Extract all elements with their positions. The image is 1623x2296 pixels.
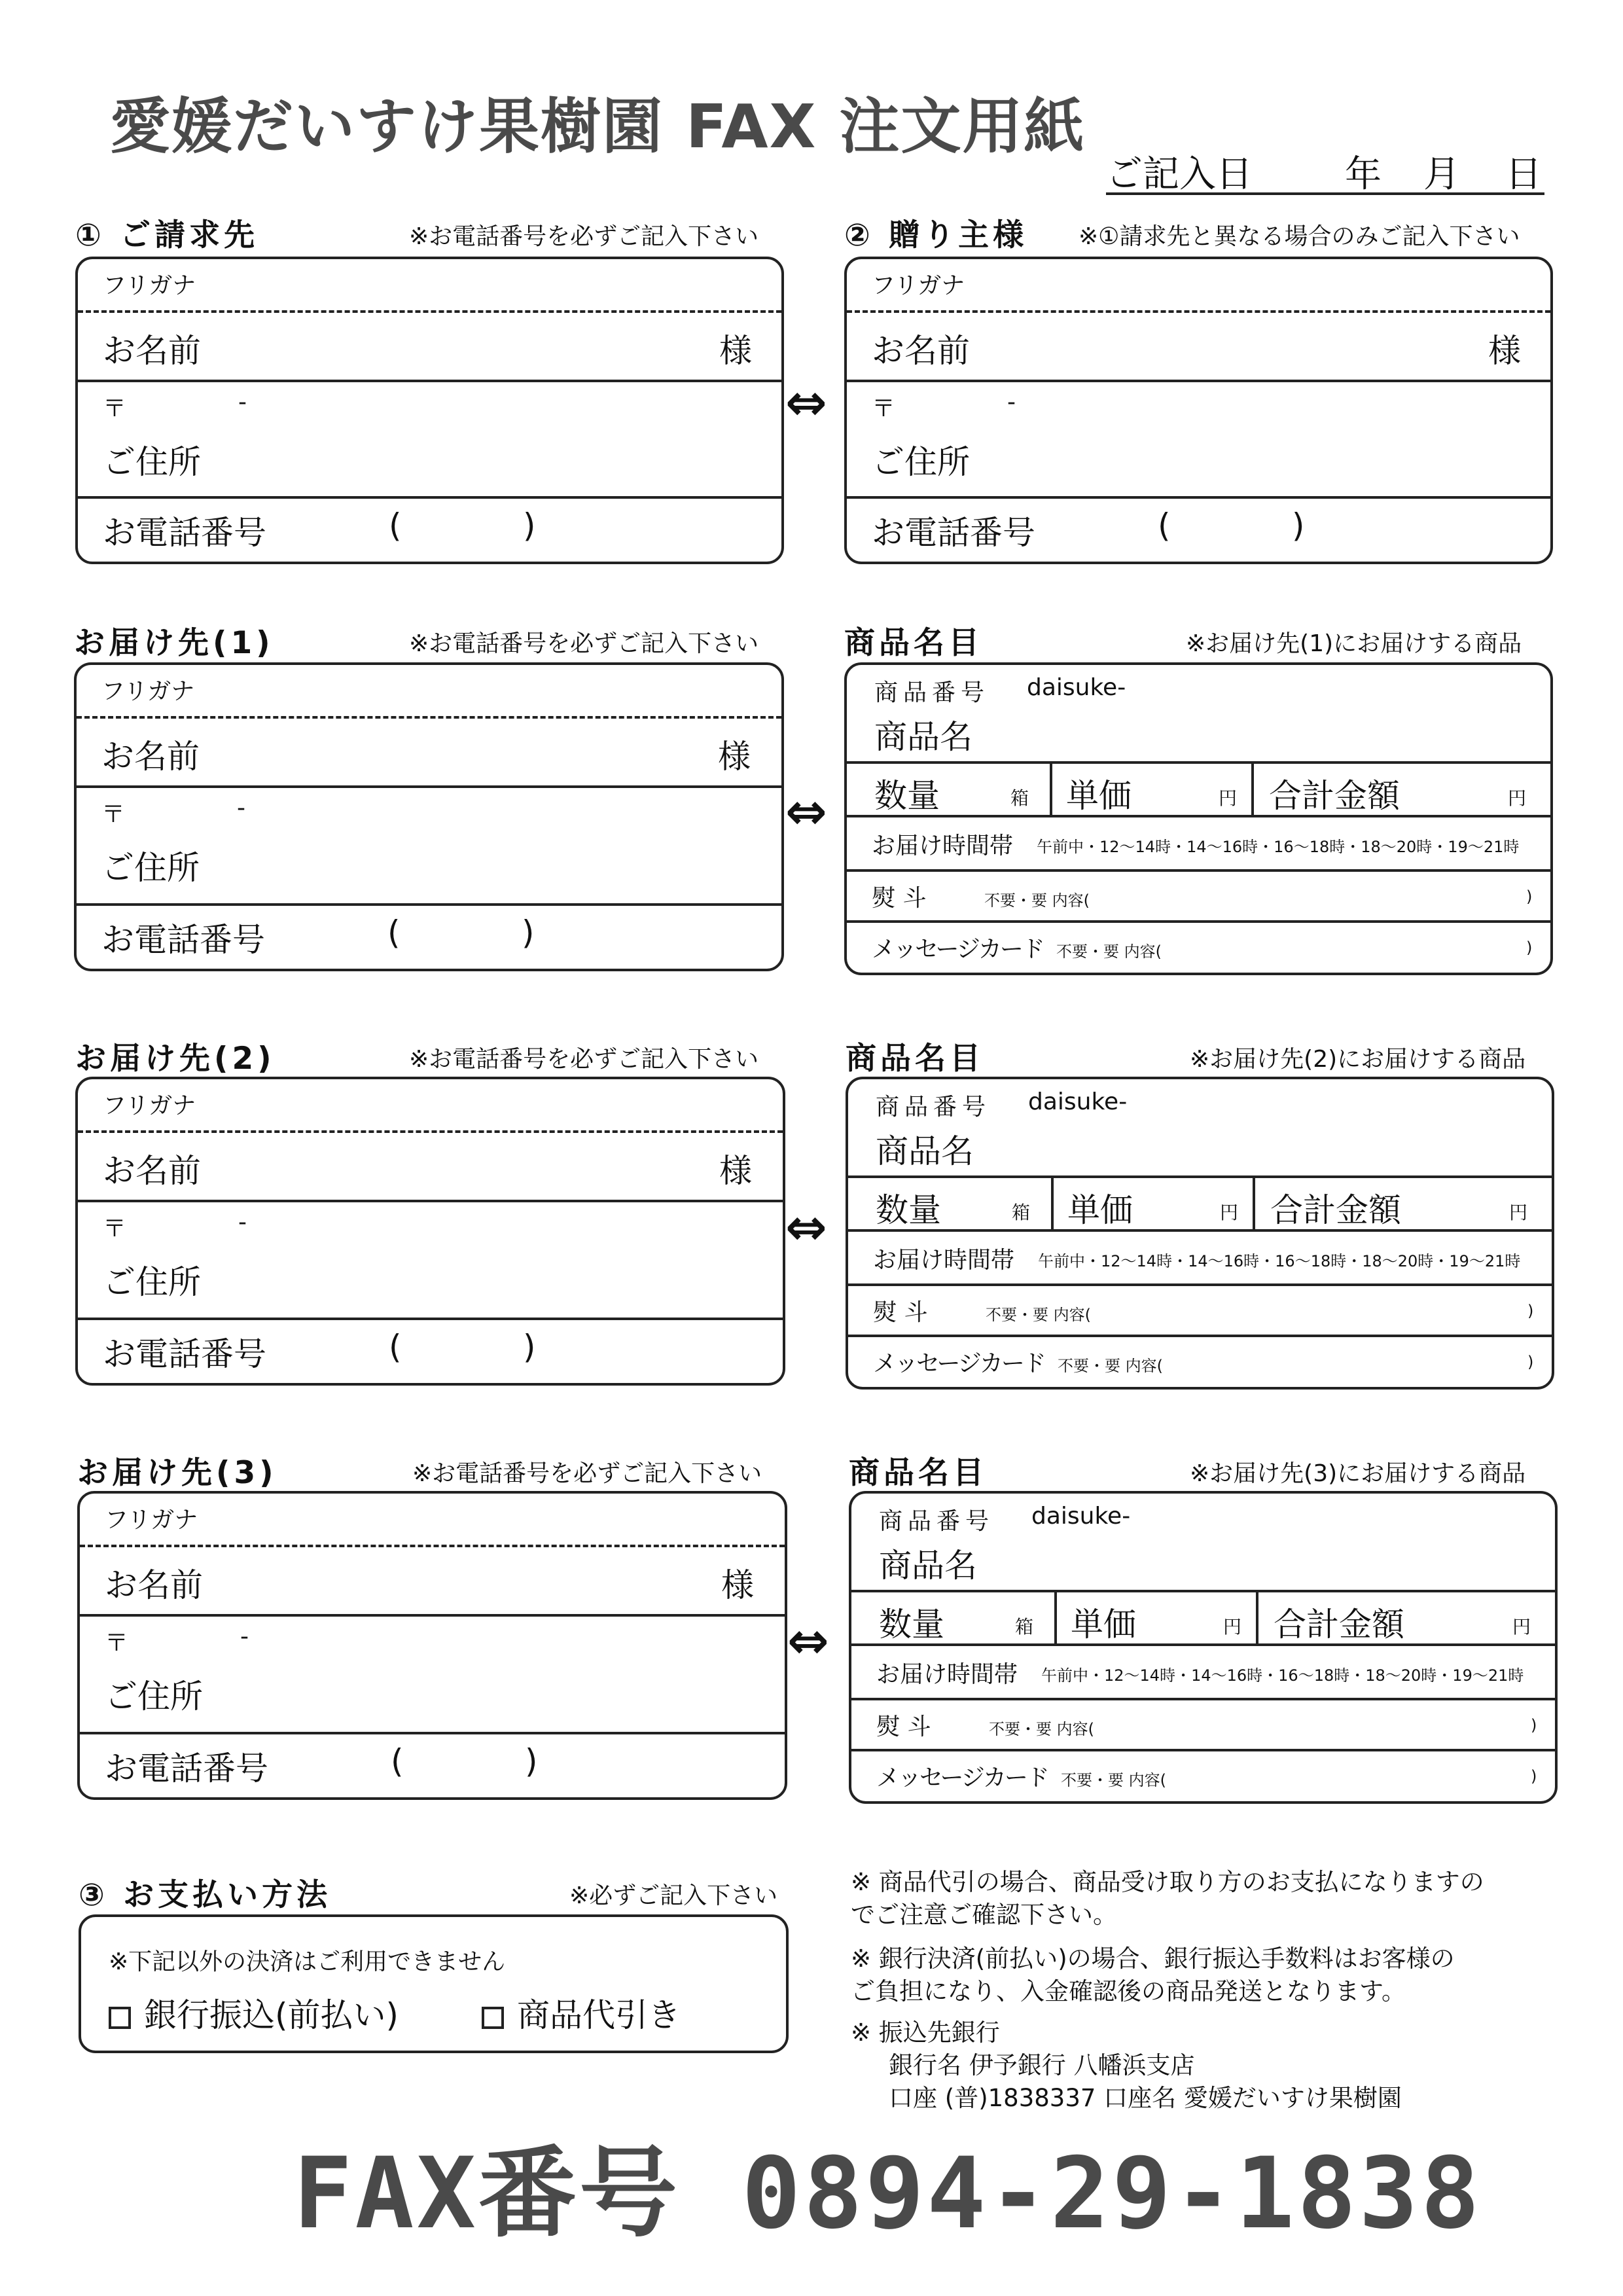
note-account: 口座 (普)1838337 口座名 愛媛だいすけ果樹園 xyxy=(889,2084,1402,2112)
delivery-3-sama: 様 xyxy=(721,1566,754,1604)
product-3-form xyxy=(849,1491,1558,1804)
link-arrow-icon: ⇔ xyxy=(785,1198,827,1256)
delivery-1-postal-mark: 〒 xyxy=(101,801,126,828)
delivery-2-name-field[interactable]: お名前 xyxy=(103,1152,201,1190)
delivery-2-phone-paren-open: ( xyxy=(389,1328,402,1366)
sender-phone-field[interactable]: お電話番号 xyxy=(872,514,1035,552)
sender-phone-paren-open: ( xyxy=(1158,507,1171,545)
product-3-price-field[interactable]: 単価 xyxy=(1071,1605,1136,1643)
note-bank-name: 銀行名 伊予銀行 八幡浜支店 xyxy=(889,2051,1195,2079)
billing-furigana-field[interactable]: フリガナ xyxy=(103,272,196,299)
delivery-2-form xyxy=(75,1077,785,1386)
billing-phone-paren-close: ) xyxy=(523,507,536,545)
delivery-3-phone-paren-open: ( xyxy=(391,1742,404,1780)
note-cod-line2: でご注意ご確認下さい。 xyxy=(851,1901,1117,1929)
product-3-price-unit: 円 xyxy=(1223,1616,1242,1638)
product-1-time-options[interactable]: 午前中・12〜14時・14〜16時・16〜18時・18〜20時・19〜21時 xyxy=(1037,838,1520,856)
delivery-1-heading: お届け先(1) xyxy=(74,625,274,661)
delivery-1-phone-paren-close: ) xyxy=(522,914,535,952)
product-1-noshi-close: ) xyxy=(1526,888,1533,906)
delivery-3-form xyxy=(77,1491,787,1800)
payment-option-cod[interactable] xyxy=(482,1989,681,2036)
checkbox-bank[interactable] xyxy=(109,2007,131,2029)
link-arrow-icon: ⇔ xyxy=(785,373,827,431)
product-2-noshi-options[interactable]: 不要・要 内容( xyxy=(986,1306,1091,1324)
sender-address-field[interactable]: ご住所 xyxy=(872,443,970,481)
billing-name-field[interactable]: お名前 xyxy=(103,332,201,370)
entry-date-year: 年 xyxy=(1345,153,1382,196)
product-3-qty-field[interactable]: 数量 xyxy=(879,1605,944,1643)
product-2-note: ※お届け先(2)にお届けする商品 xyxy=(1190,1046,1526,1073)
link-arrow-icon: ⇔ xyxy=(785,782,827,840)
payment-option-bank-label: 銀行振込(前払い) xyxy=(144,1996,399,2034)
product-1-card-close: ) xyxy=(1526,939,1533,957)
delivery-3-heading: お届け先(3) xyxy=(77,1455,277,1491)
note-cod-line1: ※ 商品代引の場合、商品受け取り方のお支払になりますの xyxy=(851,1868,1484,1896)
product-1-price-field[interactable]: 単価 xyxy=(1066,777,1132,815)
product-3-card-options[interactable]: 不要・要 内容( xyxy=(1061,1771,1166,1789)
delivery-1-address-field[interactable]: ご住所 xyxy=(101,849,200,887)
payment-option-cod-label: 商品代引き xyxy=(517,1996,681,2034)
delivery-1-phone-paren-open: ( xyxy=(387,914,401,952)
product-2-card-label: メッセージカード xyxy=(873,1350,1044,1377)
page-title: 愛媛だいすけ果樹園 FAX 注文用紙 xyxy=(110,92,1086,162)
sender-phone-paren-close: ) xyxy=(1292,507,1305,545)
billing-heading: ① ご請求先 xyxy=(75,217,259,253)
delivery-3-address-field[interactable]: ご住所 xyxy=(105,1677,203,1715)
product-2-noshi-close: ) xyxy=(1527,1302,1534,1320)
delivery-2-heading: お届け先(2) xyxy=(75,1041,276,1077)
entry-date-day: 日 xyxy=(1505,153,1542,196)
product-1-form xyxy=(844,662,1553,975)
product-2-heading: 商品名目 xyxy=(846,1041,984,1077)
product-3-note: ※お届け先(3)にお届けする商品 xyxy=(1190,1460,1526,1487)
product-2-card-close: ) xyxy=(1527,1353,1534,1371)
payment-note: ※必ずご記入下さい xyxy=(569,1882,778,1909)
entry-date-field[interactable] xyxy=(1106,145,1544,195)
product-1-total-unit: 円 xyxy=(1508,787,1527,809)
product-3-time-label: お届け時間帯 xyxy=(876,1661,1018,1688)
product-2-code-field[interactable]: daisuke- xyxy=(1028,1088,1128,1115)
billing-phone-paren-open: ( xyxy=(389,507,402,545)
product-3-noshi-options[interactable]: 不要・要 内容( xyxy=(989,1720,1094,1738)
product-1-note: ※お届け先(1)にお届けする商品 xyxy=(1186,630,1522,657)
billing-postal-mark: 〒 xyxy=(103,395,127,422)
note-account-heading: ※ 振込先銀行 xyxy=(851,2018,1000,2047)
note-bank-line1: ※ 銀行決済(前払い)の場合、銀行振込手数料はお客様の xyxy=(851,1945,1455,1973)
product-2-price-unit: 円 xyxy=(1220,1202,1239,1223)
product-2-qty-unit: 箱 xyxy=(1012,1202,1031,1223)
delivery-2-phone-paren-close: ) xyxy=(523,1328,536,1366)
product-2-name-field[interactable]: 商品名 xyxy=(876,1132,974,1170)
billing-sama: 様 xyxy=(719,332,752,370)
sender-heading: ② 贈り主様 xyxy=(844,217,1028,253)
product-3-card-label: メッセージカード xyxy=(876,1765,1048,1791)
delivery-3-note: ※お電話番号を必ずご記入下さい xyxy=(412,1460,762,1487)
delivery-2-address-field[interactable]: ご住所 xyxy=(103,1263,201,1301)
product-2-noshi-label: 熨 斗 xyxy=(873,1299,928,1326)
product-1-total-field[interactable]: 合計金額 xyxy=(1269,777,1400,815)
product-3-noshi-label: 熨 斗 xyxy=(876,1713,931,1740)
product-3-name-field[interactable]: 商品名 xyxy=(879,1547,977,1585)
product-1-qty-unit: 箱 xyxy=(1010,787,1029,809)
delivery-2-postal-dash: - xyxy=(238,1209,247,1236)
entry-date-label: ご記入日 xyxy=(1106,153,1253,196)
product-2-time-label: お届け時間帯 xyxy=(873,1247,1015,1274)
sender-postal-mark: 〒 xyxy=(872,395,896,422)
product-2-time-options[interactable]: 午前中・12〜14時・14〜16時・16〜18時・18〜20時・19〜21時 xyxy=(1038,1252,1521,1270)
delivery-1-name-field[interactable]: お名前 xyxy=(101,738,200,776)
delivery-3-postal-mark: 〒 xyxy=(105,1630,129,1657)
product-3-heading: 商品名目 xyxy=(849,1455,988,1491)
product-1-heading: 商品名目 xyxy=(844,625,983,661)
delivery-2-phone-field[interactable]: お電話番号 xyxy=(103,1335,266,1373)
product-2-total-field[interactable]: 合計金額 xyxy=(1270,1191,1401,1229)
delivery-3-furigana-field[interactable]: フリガナ xyxy=(105,1507,198,1534)
product-1-card-options[interactable]: 不要・要 内容( xyxy=(1056,942,1162,961)
sender-furigana-field[interactable]: フリガナ xyxy=(872,272,965,299)
delivery-1-note: ※お電話番号を必ずご記入下さい xyxy=(409,630,759,657)
product-3-code-field[interactable]: daisuke- xyxy=(1031,1503,1131,1530)
product-1-qty-field[interactable]: 数量 xyxy=(874,777,940,815)
product-3-qty-unit: 箱 xyxy=(1015,1616,1034,1638)
delivery-1-furigana-field[interactable]: フリガナ xyxy=(101,678,195,705)
product-2-qty-field[interactable]: 数量 xyxy=(876,1191,941,1229)
product-1-noshi-label: 熨 斗 xyxy=(872,885,927,912)
delivery-3-phone-field[interactable]: お電話番号 xyxy=(105,1749,268,1787)
delivery-1-form xyxy=(74,662,784,971)
delivery-2-sama: 様 xyxy=(719,1152,752,1190)
product-3-time-options[interactable]: 午前中・12〜14時・14〜16時・16〜18時・18〜20時・19〜21時 xyxy=(1041,1666,1524,1685)
sender-note: ※①請求先と異なる場合のみご記入下さい xyxy=(1079,223,1520,250)
payment-form xyxy=(79,1914,789,2053)
product-1-code-label: 商品番号 xyxy=(874,679,990,706)
delivery-1-sama: 様 xyxy=(718,738,751,776)
product-1-code-field[interactable]: daisuke- xyxy=(1027,674,1126,701)
product-1-card-label: メッセージカード xyxy=(872,936,1043,963)
product-3-noshi-close: ) xyxy=(1531,1716,1537,1734)
fax-number: FAX番号 0894-29-1838 xyxy=(293,2137,1482,2251)
product-2-card-options[interactable]: 不要・要 内容( xyxy=(1058,1357,1163,1375)
billing-postal-dash: - xyxy=(238,389,247,416)
delivery-3-phone-paren-close: ) xyxy=(525,1742,538,1780)
link-arrow-icon: ⇔ xyxy=(787,1611,829,1670)
product-2-price-field[interactable]: 単価 xyxy=(1067,1191,1133,1229)
sender-name-field[interactable]: お名前 xyxy=(872,332,970,370)
billing-form xyxy=(75,257,784,564)
payment-heading: ③ お支払い方法 xyxy=(79,1877,332,1913)
billing-address-field[interactable]: ご住所 xyxy=(103,443,201,481)
product-3-total-field[interactable]: 合計金額 xyxy=(1274,1605,1404,1643)
note-bank-line2: ご負担になり、入金確認後の商品発送となります。 xyxy=(851,1977,1406,2005)
delivery-3-name-field[interactable]: お名前 xyxy=(105,1566,203,1604)
entry-date-month: 月 xyxy=(1423,153,1460,196)
sender-form xyxy=(844,257,1553,564)
product-1-price-unit: 円 xyxy=(1219,787,1238,809)
billing-note: ※お電話番号を必ずご記入下さい xyxy=(409,223,759,250)
product-1-noshi-options[interactable]: 不要・要 内容( xyxy=(984,891,1090,910)
product-3-card-close: ) xyxy=(1531,1767,1537,1785)
delivery-1-phone-field[interactable]: お電話番号 xyxy=(101,921,265,959)
payment-option-bank[interactable] xyxy=(109,1989,399,2036)
delivery-3-postal-dash: - xyxy=(240,1623,249,1650)
product-2-total-unit: 円 xyxy=(1509,1202,1528,1223)
delivery-1-postal-dash: - xyxy=(237,795,245,821)
billing-phone-field[interactable]: お電話番号 xyxy=(103,514,266,552)
product-3-code-label: 商品番号 xyxy=(879,1508,995,1535)
sender-sama: 様 xyxy=(1488,332,1521,370)
delivery-2-furigana-field[interactable]: フリガナ xyxy=(103,1092,196,1119)
product-2-code-label: 商品番号 xyxy=(876,1094,991,1121)
payment-restriction: ※下記以外の決済はご利用できません xyxy=(109,1948,506,1975)
sender-postal-dash: - xyxy=(1007,389,1016,416)
product-3-total-unit: 円 xyxy=(1512,1616,1531,1638)
product-1-time-label: お届け時間帯 xyxy=(872,833,1014,859)
product-2-form xyxy=(846,1077,1554,1390)
product-1-name-field[interactable]: 商品名 xyxy=(874,718,972,756)
delivery-2-note: ※お電話番号を必ずご記入下さい xyxy=(409,1046,759,1073)
delivery-2-postal-mark: 〒 xyxy=(103,1215,127,1242)
checkbox-cod[interactable] xyxy=(482,2007,504,2029)
